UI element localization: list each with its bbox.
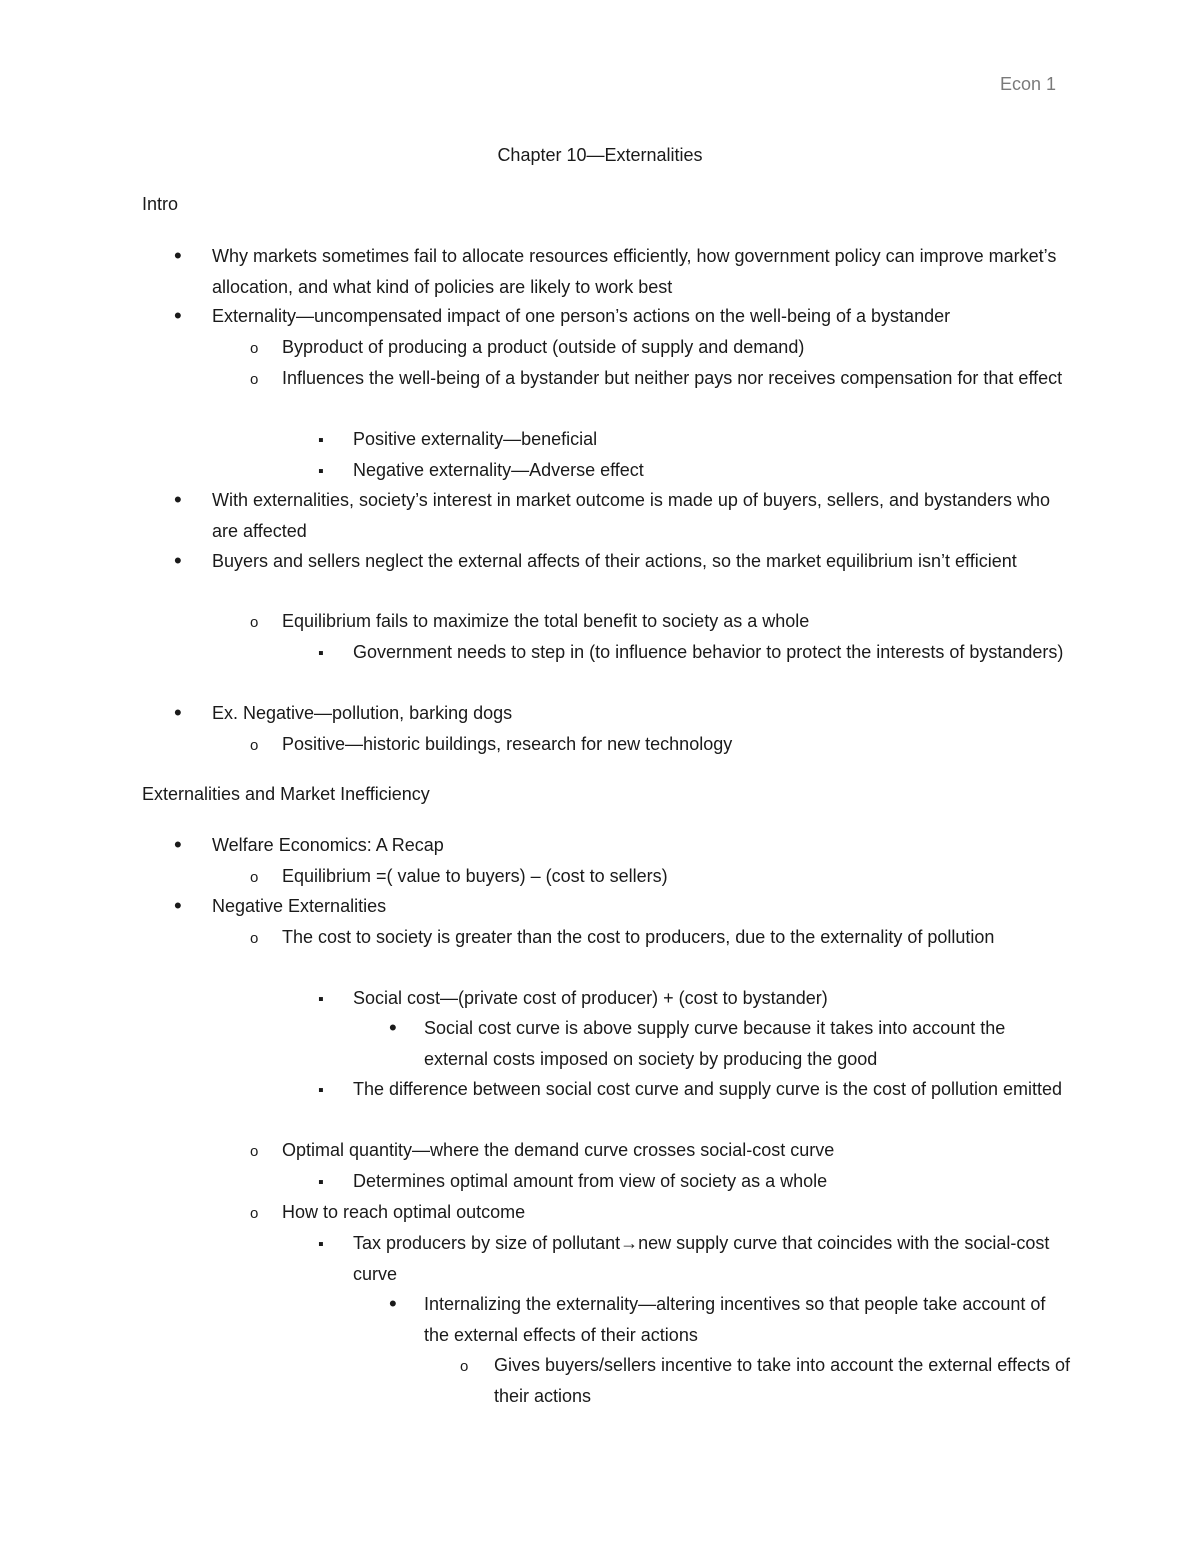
square-marker	[318, 1228, 324, 1261]
list-item-text: Social cost curve is above supply curve because it takes into account the external costs imposed on society by producing the good	[424, 1018, 1006, 1069]
bullet-marker	[174, 830, 182, 862]
bullet-marker	[174, 301, 182, 333]
list-item-text: Ex. Negative—pollution, barking dogs	[212, 703, 513, 723]
bullet-marker	[389, 1013, 397, 1045]
list-item-text: With externalities, society’s interest in market outcome is made up of buyers, sellers, and bystanders who are affected	[212, 490, 1051, 541]
list-item-text: Equilibrium =( value to buyers) – (cost to sellers)	[282, 866, 668, 886]
list-item-text: How to reach optimal outcome	[282, 1202, 526, 1222]
list-item-text: Buyers and sellers neglect the external affects of their actions, so the market equilibrium isn’t efficient	[212, 551, 1017, 571]
bullet-marker	[174, 891, 182, 923]
circle-marker	[250, 1135, 258, 1168]
list-item-text: Determines optimal amount from view of society as a whole	[353, 1171, 828, 1191]
circle-marker	[250, 729, 258, 762]
circle-marker	[250, 1197, 258, 1230]
square-marker	[318, 424, 324, 457]
square-marker	[318, 1074, 324, 1107]
list-item-text: Tax producers by size of pollutant→new supply curve that coincides with the social-cost curve	[353, 1233, 1050, 1284]
bullet-marker	[174, 241, 182, 273]
circle-marker	[250, 922, 258, 955]
square-marker	[318, 455, 324, 488]
list-item-text: Byproduct of producing a product (outside of supply and demand)	[282, 337, 805, 357]
list-item-text: Negative externality—Adverse effect	[353, 460, 644, 480]
section-heading-intro: Intro	[142, 194, 179, 214]
list-item-text: The difference between social cost curve and supply curve is the cost of pollution emitted	[353, 1079, 1063, 1099]
circle-marker	[250, 606, 258, 639]
list-item-text: Positive externality—beneficial	[353, 429, 598, 449]
list-item-text: Why markets sometimes fail to allocate resources efficiently, how government policy can improve market’s allocation, and what kind of policies are likely to work best	[212, 246, 1057, 297]
square-marker	[318, 637, 324, 670]
square-marker	[318, 983, 324, 1016]
list-item-text: Government needs to step in (to influence behavior to protect the interests of bystanders)	[353, 642, 1064, 662]
square-marker	[318, 1166, 324, 1199]
list-item-text: Positive—historic buildings, research for new technology	[282, 734, 733, 754]
list-item-text: Gives buyers/sellers incentive to take into account the external effects of their actions	[494, 1355, 1070, 1406]
bullet-marker	[174, 485, 182, 517]
bullet-marker	[389, 1289, 397, 1321]
circle-marker	[250, 363, 258, 396]
list-item-text: The cost to society is greater than the cost to producers, due to the externality of pollution	[282, 927, 995, 947]
bullet-marker	[174, 546, 182, 578]
circle-marker	[460, 1350, 468, 1383]
list-item-text: Equilibrium fails to maximize the total benefit to society as a whole	[282, 611, 810, 631]
list-item-text: Negative Externalities	[212, 896, 387, 916]
circle-marker	[250, 332, 258, 365]
list-item-text: Optimal quantity—where the demand curve crosses social-cost curve	[282, 1140, 835, 1160]
section-heading-market-inefficiency: Externalities and Market Inefficiency	[142, 784, 430, 804]
circle-marker	[250, 861, 258, 894]
document-title: Chapter 10—Externalities	[497, 145, 703, 165]
list-item-text: Welfare Economics: A Recap	[212, 835, 444, 855]
list-item-text: Social cost—(private cost of producer) + (cost to bystander)	[353, 988, 828, 1008]
bullet-marker	[174, 698, 182, 730]
list-item-text: Internalizing the externality—altering incentives so that people take account of the external effects of their actions	[424, 1294, 1046, 1345]
header-label: Econ 1	[999, 74, 1056, 94]
list-item-text: Influences the well-being of a bystander but neither pays nor receives compensation for that effect	[282, 368, 1063, 388]
list-item-text: Externality—uncompensated impact of one person’s actions on the well-being of a bystander	[212, 306, 951, 326]
